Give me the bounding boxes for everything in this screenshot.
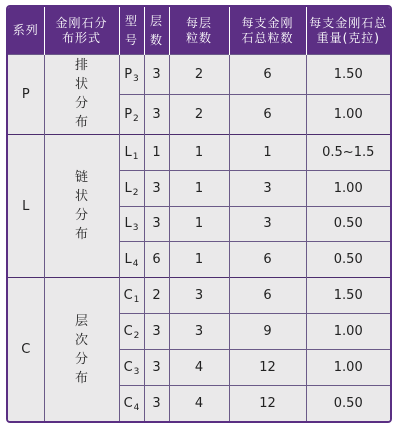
header-grains-per-layer: 每层粒数 [169, 7, 229, 55]
type-number: 3 [133, 366, 140, 377]
layers-cell: 3 [144, 206, 169, 242]
layers-cell: 6 [144, 242, 169, 278]
type-number: 3 [132, 223, 139, 234]
type-number: 2 [132, 187, 139, 198]
table-row [8, 134, 390, 170]
total-weight-cell: 0.50 [306, 206, 390, 242]
grains-per-layer-cell: 1 [169, 170, 229, 206]
header-total-grains: 每支金刚石总粒数 [229, 7, 306, 55]
diamond-spec-table-frame [6, 5, 392, 423]
total-grains-cell: 6 [229, 55, 306, 95]
type-letter: C [123, 323, 133, 339]
header-total-weight: 每支金刚石总重量(克拉) [306, 7, 390, 55]
total-weight-cell: 1.00 [306, 349, 390, 385]
type-letter: L [124, 216, 132, 232]
grains-per-layer-cell: 3 [169, 278, 229, 314]
header-pattern: 金刚石分布形式 [44, 7, 119, 55]
total-weight-cell: 0.50 [306, 385, 390, 421]
pattern-label: 链状分布 [74, 170, 88, 243]
header-series: 系列 [8, 7, 44, 55]
table-row [8, 278, 390, 314]
type-number: 4 [132, 259, 139, 270]
total-grains-cell: 6 [229, 278, 306, 314]
total-grains-cell: 9 [229, 314, 306, 350]
type-cell [119, 242, 144, 278]
total-grains-cell: 6 [229, 94, 306, 134]
layers-cell: 3 [144, 55, 169, 95]
type-cell [119, 134, 144, 170]
series-cell: C [8, 278, 44, 421]
grains-per-layer-cell: 1 [169, 242, 229, 278]
type-number: 4 [133, 402, 140, 413]
pattern-label: 层次分布 [74, 313, 88, 386]
header-layers: 层数 [144, 7, 169, 55]
layers-cell: 3 [144, 314, 169, 350]
type-letter: L [124, 180, 132, 196]
total-grains-cell: 3 [229, 206, 306, 242]
grains-per-layer-cell: 2 [169, 55, 229, 95]
type-letter: L [124, 144, 132, 160]
total-weight-cell: 0.50 [306, 242, 390, 278]
header-row [8, 7, 390, 55]
total-weight-cell: 1.00 [306, 94, 390, 134]
layers-cell: 3 [144, 349, 169, 385]
layers-cell: 1 [144, 134, 169, 170]
type-cell [119, 314, 144, 350]
series-cell: P [8, 55, 44, 135]
type-letter: C [123, 395, 133, 411]
diamond-spec-table [8, 7, 390, 421]
pattern-cell [44, 134, 119, 277]
type-number: 2 [133, 113, 139, 124]
type-number: 1 [133, 295, 140, 306]
type-cell [119, 94, 144, 134]
grains-per-layer-cell: 2 [169, 94, 229, 134]
type-cell [119, 278, 144, 314]
total-weight-cell: 1.50 [306, 278, 390, 314]
type-letter: L [124, 252, 132, 268]
type-letter: P [124, 106, 133, 122]
type-cell [119, 206, 144, 242]
layers-cell: 3 [144, 385, 169, 421]
layers-cell: 2 [144, 278, 169, 314]
type-letter: C [123, 288, 133, 304]
total-weight-cell: 1.00 [306, 314, 390, 350]
type-letter: P [124, 66, 133, 82]
type-number: 3 [133, 73, 139, 84]
type-number: 2 [133, 330, 140, 341]
type-cell [119, 170, 144, 206]
total-grains-cell: 12 [229, 385, 306, 421]
total-grains-cell: 12 [229, 349, 306, 385]
table-body [8, 55, 390, 422]
table-row [8, 55, 390, 95]
pattern-cell [44, 278, 119, 421]
series-cell: L [8, 134, 44, 277]
type-letter: C [123, 359, 133, 375]
total-grains-cell: 1 [229, 134, 306, 170]
total-grains-cell: 6 [229, 242, 306, 278]
type-cell [119, 55, 144, 95]
grains-per-layer-cell: 4 [169, 349, 229, 385]
pattern-label: 排状分布 [74, 58, 88, 131]
layers-cell: 3 [144, 170, 169, 206]
type-cell [119, 349, 144, 385]
total-weight-cell: 1.00 [306, 170, 390, 206]
pattern-cell [44, 55, 119, 135]
total-weight-cell: 1.50 [306, 55, 390, 95]
total-grains-cell: 3 [229, 170, 306, 206]
grains-per-layer-cell: 1 [169, 206, 229, 242]
total-weight-cell: 0.5~1.5 [306, 134, 390, 170]
grains-per-layer-cell: 3 [169, 314, 229, 350]
grains-per-layer-cell: 1 [169, 134, 229, 170]
type-number: 1 [132, 151, 139, 162]
type-cell [119, 385, 144, 421]
layers-cell: 3 [144, 94, 169, 134]
grains-per-layer-cell: 4 [169, 385, 229, 421]
header-type: 型号 [119, 7, 144, 55]
